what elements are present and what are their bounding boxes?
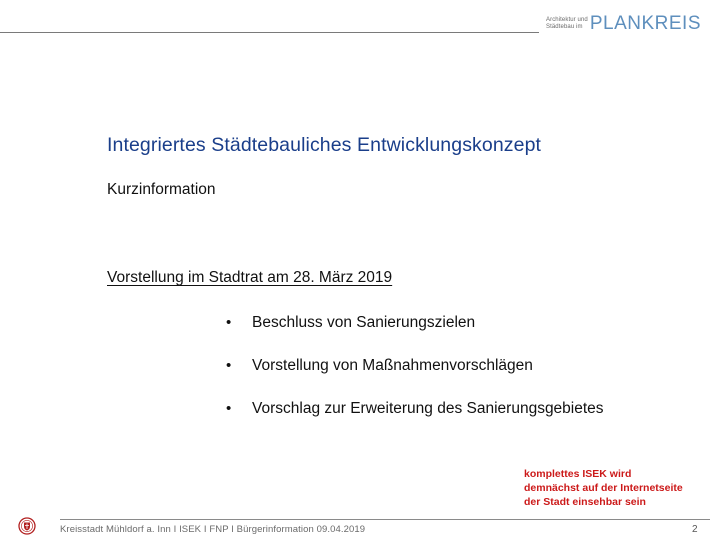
isek-notice (524, 467, 714, 509)
list-item-text: Beschluss von Sanierungszielen (252, 314, 476, 331)
bullet-icon: • (226, 400, 232, 417)
logo-tagline (546, 17, 588, 31)
bullet-icon: • (226, 314, 232, 331)
footer-caption: Kreisstadt Mühldorf a. Inn I ISEK I FNP I Bürgerinformation 09.04.2019 (60, 524, 366, 535)
slide-subtitle: Kurzinformation (107, 181, 216, 198)
meeting-heading: Vorstellung im Stadtrat am 28. März 2019 (107, 269, 393, 286)
list-item (226, 313, 604, 356)
logo-tagline-line2: Städtebau im (546, 24, 583, 30)
plankreis-logo (546, 12, 701, 36)
notice-line: komplettes ISEK wird (524, 468, 632, 480)
list-item-text: Vorschlag zur Erweiterung des Sanierungsgebietes (252, 400, 604, 417)
town-seal-icon (18, 517, 36, 535)
footer-divider (60, 519, 710, 520)
logo-tagline-line1: Architektur und (546, 17, 588, 23)
notice-line: der Stadt einsehbar sein (524, 496, 646, 508)
list-item (226, 356, 604, 399)
bullet-icon: • (226, 357, 232, 374)
slide-title: Integriertes Städtebauliches Entwicklungskonzept (107, 134, 542, 156)
list-item (226, 399, 604, 442)
list-item-text: Vorstellung von Maßnahmenvorschlägen (252, 357, 533, 374)
header-divider (0, 32, 539, 33)
notice-line: demnächst auf der Internetseite (524, 482, 683, 494)
logo-wordmark: PLANKREIS (589, 13, 702, 34)
agenda-list (226, 313, 604, 442)
page-number: 2 (692, 524, 698, 535)
